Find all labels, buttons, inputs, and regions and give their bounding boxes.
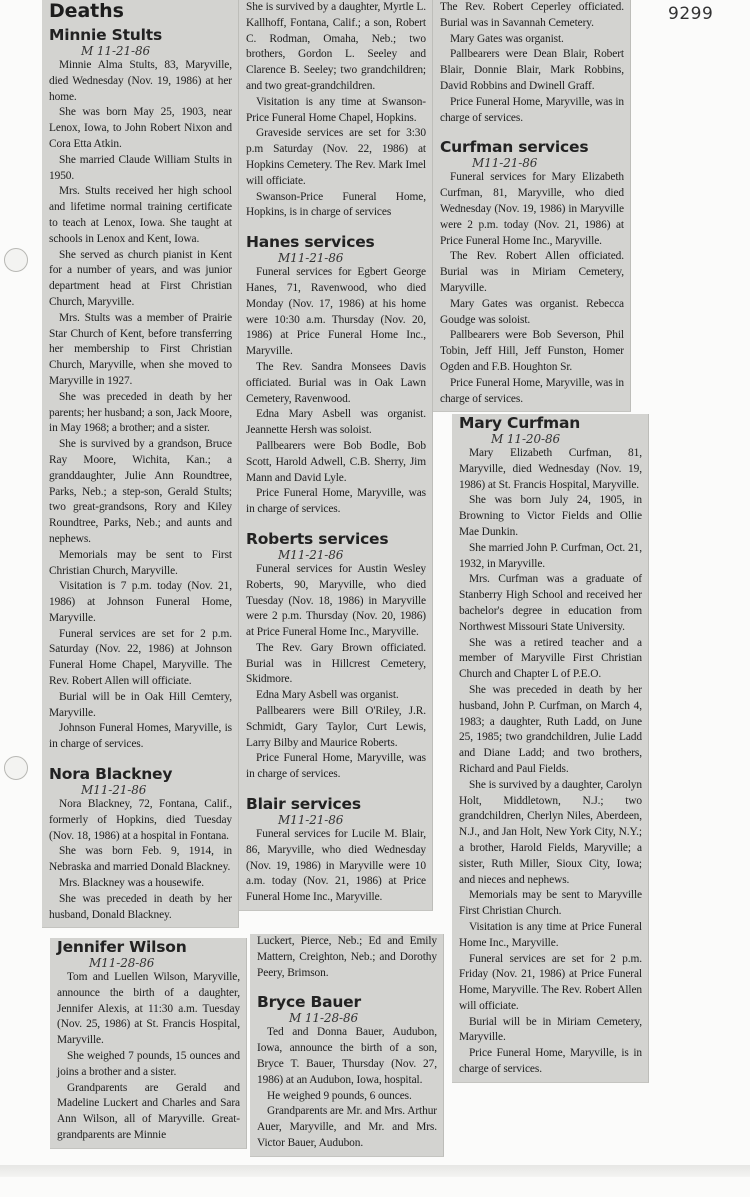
article-paragraph: Memorials may be sent to Maryville First Christian Church. (459, 889, 642, 918)
article (257, 934, 437, 981)
clipping-deaths-column-3 (433, 0, 631, 412)
article-paragraph: Grandparents are Gerald and Madeline Luckert and Charles and Sara Ann Wilson, all of Maryville. Great-grandparents are Minnie (57, 1081, 240, 1141)
article (246, 0, 426, 221)
article-paragraph: She is survived by a daughter, Myrtle L. Kallhoff, Fontana, Calif.; a son, Robert C. Rodman, Omaha, Neb.; two brothers, Gordon L. Seeley and Clarence B. Seeley; two grandchildren; and two great-grandchildren. (246, 1, 426, 92)
article (459, 414, 642, 1078)
article-paragraph: Mrs. Stults received her high school and lifetime normal training certificate to teach at Lenox, Iowa. She taught at schools in Lenox and Kent, Iowa. (49, 185, 232, 245)
article-heading: Nora Blackney (49, 765, 173, 784)
article-paragraph: She was born Feb. 9, 1914, in Nebraska and married Donald Blackney. (49, 845, 232, 874)
article-paragraph: She was born May 25, 1903, near Lenox, Iowa, to John Robert Nixon and Cora Etta Atkin. (49, 106, 232, 150)
clipping-bryce-bauer (250, 934, 444, 1157)
article-paragraph: Graveside services are set for 3:30 p.m Saturday (Nov. 22, 1986) at Hopkins Cemetery. The Rev. Mark Imel will officiate. (246, 127, 426, 187)
handwritten-date-note: M11-21-86 (278, 813, 344, 828)
handwritten-date-note: M 11-21-86 (81, 44, 151, 58)
article-paragraph: Price Funeral Home, Maryville, was in charge of services. (246, 487, 426, 516)
article-heading: Roberts services (246, 529, 389, 548)
article-paragraph: Swanson-Price Funeral Home, Hopkins, is in charge of services (246, 190, 426, 219)
article-heading: Minnie Stults (49, 26, 162, 44)
article-paragraph: Johnson Funeral Homes, Maryville, is in charge of services. (49, 722, 232, 751)
article-paragraph: She married Claude William Stults in 1950. (49, 153, 232, 182)
handwritten-date-note: M11-21-86 (472, 156, 538, 171)
article-paragraph: She married John P. Curfman, Oct. 21, 1932, in Maryville. (459, 541, 642, 570)
binder-hole-bottom (4, 756, 28, 780)
article-paragraph: Tom and Luellen Wilson, Maryville, announce the birth of a daughter, Jennifer Alexis, at 11:30 a.m. Tuesday (Nov. 25, 1986) at St. Francis Hospital, Maryville. (57, 971, 240, 1047)
article (57, 938, 240, 1144)
handwritten-date-note: M11-21-86 (278, 547, 344, 562)
article-paragraph: Luckert, Pierce, Neb.; Ed and Emily Mattern, Creighton, Neb.; and Dorothy Peery, Brimson. (257, 935, 437, 979)
article-heading: Blair services (246, 795, 361, 814)
article-heading: Mary Curfman (459, 414, 581, 432)
article (246, 530, 426, 783)
article-paragraph: Grandparents are Mr. and Mrs. Arthur Auer, Maryville, and Mr. and Mrs. Victor Bauer, Audubon. (257, 1105, 437, 1149)
article-paragraph: Burial will be in Oak Hill Cemtery, Maryville. (49, 690, 232, 719)
article-paragraph: Minnie Alma Stults, 83, Maryville, died Wednesday (Nov. 19, 1986) at her home. (49, 59, 232, 103)
binder-hole-top (4, 248, 28, 272)
article-paragraph: Visitation is any time at Swanson-Price Funeral Home Chapel, Hopkins. (246, 95, 426, 124)
article-paragraph: Funeral services for Lucile M. Blair, 86, Maryville, who died Wednesday (Nov. 19, 1986) in Maryville were 10 a.m. today (Nov. 21, 1986) at Price Funeral Home Inc., Maryville. (246, 828, 426, 904)
article-paragraph: She served as church pianist in Kent for a number of years, and was junior department head at First Christian Church, Maryville. (49, 248, 232, 308)
clipping-jennifer-wilson (50, 938, 247, 1149)
section-title: Deaths (49, 0, 124, 22)
article-paragraph: She is survived by a daughter, Carolyn Holt, Middletown, N.J.; two grandchildren, Cherlyn Niles, Aberdeen, N.J., and Jan Holt, New York City, N.Y.; a brother, Harold Fields, Maryville; a sister, Ruth Miller, Sioux City, Iowa; and nieces and nephews. (459, 778, 642, 886)
article-heading: Hanes services (246, 233, 375, 252)
article-paragraph: Funeral services are set for 2 p.m. Friday (Nov. 21, 1986) at Price Funeral Home, Maryville. The Rev. Robert Allen will officiate. (459, 952, 642, 1012)
article-paragraph: Mary Gates was organist. (450, 32, 564, 45)
article-paragraph: He weighed 9 pounds, 6 ounces. (267, 1089, 412, 1102)
article-paragraph: Funeral services for Egbert George Hanes, 71, Ravenwood, who died Monday (Nov. 17, 1986) at his home were 10:30 a.m. Thursday (Nov. 20, 1986) at Price Funeral Home Inc., Maryville. (246, 266, 426, 358)
clipping-deaths-column-1 (42, 0, 239, 928)
article-heading: Curfman services (440, 138, 589, 157)
article-paragraph: Mrs. Blackney was a housewife. (59, 877, 205, 890)
article-paragraph: Pallbearers were Bob Severson, Phil Tobin, Jeff Hill, Jeff Funston, Homer Ogden and F.B. Houghton Sr. (440, 329, 624, 373)
article (246, 233, 426, 518)
article (49, 765, 232, 923)
article (246, 795, 426, 906)
handwritten-page-number: 9299 (668, 4, 714, 24)
article-paragraph: Edna Mary Asbell was organist. Jeannette Hersh was soloist. (246, 408, 426, 437)
article (257, 993, 437, 1151)
handwritten-date-note: M 11-20-86 (491, 432, 561, 446)
handwritten-date-note: M11-21-86 (81, 783, 147, 798)
article-paragraph: Edna Mary Asbell was organist. (256, 689, 399, 702)
article-paragraph: Mrs. Stults was a member of Prairie Star Church of Kent, before transferring her membership to First Christian Church, Maryville, when she moved to Maryville in 1927. (49, 311, 232, 387)
article-paragraph: Visitation is any time at Price Funeral Home Inc., Maryville. (459, 920, 642, 949)
article-paragraph: Pallbearers were Bill O'Riley, J.R. Schmidt, Gary Taylor, Curt Lewis, Larry Bilby and Maurice Roberts. (246, 705, 426, 749)
article-paragraph: The Rev. Sandra Monsees Davis officiated. Burial was in Oak Lawn Cemetery, Ravenwood. (246, 360, 426, 405)
article-paragraph: She was born July 24, 1905, in Browning to Victor Fields and Ollie Mae Dunkin. (459, 494, 642, 538)
article-paragraph: She was preceded in death by her husband, John P. Curfman, on March 4, 1983; a daughter, Ruth Ladd, on June 25, 1985; two grandchildren, Julie Ladd and Diane Ladd; and two brothers, Richard and Paul Fields. (459, 683, 642, 775)
article-paragraph: Price Funeral Home, Maryville, was in charge of services. (246, 752, 426, 781)
article-paragraph: Price Funeral Home, Maryville, was in charge of services. (440, 95, 624, 124)
article-paragraph: Ted and Donna Bauer, Audubon, Iowa, announce the birth of a son, Bryce T. Bauer, Thursday (Nov. 27, 1986) at an Audubon, Iowa, hospital. (257, 1026, 437, 1086)
article-paragraph: The Rev. Robert Allen officiated. Burial was in Miriam Cemetery, Maryville. (440, 250, 624, 294)
article (440, 138, 624, 407)
article-paragraph: Pallbearers were Dean Blair, Robert Blair, Donnie Blair, Mark Robbins, David Robbins and Dwinell Graff. (440, 48, 624, 92)
handwritten-date-note: M11-28-86 (89, 956, 155, 970)
article-paragraph: The Rev. Robert Ceperley officiated. Burial was in Savannah Cemetery. (440, 1, 624, 29)
article-paragraph: She is survived by a grandson, Bruce Ray Moore, Wichita, Kan.; a granddaughter, Julie Ann Roundtree, Parks, Neb.; a step-son, Gerald Stults; two great-grandsons, Rory and Kiley Roundtree, Parks, Neb.; and aunts and nephews. (49, 438, 232, 545)
article-paragraph: Price Funeral Home, Maryville, is in charge of services. (459, 1047, 642, 1076)
handwritten-date-note: M 11-28-86 (289, 1011, 359, 1026)
article-paragraph: Mary Gates was organist. Rebecca Goudge was soloist. (440, 297, 624, 326)
article-paragraph: She weighed 7 pounds, 15 ounces and joins a brother and a sister. (57, 1049, 240, 1078)
article-heading: Bryce Bauer (257, 993, 361, 1012)
article-paragraph: Burial will be in Miriam Cemetery, Maryville. (459, 1015, 642, 1044)
article-paragraph: Funeral services for Austin Wesley Roberts, 90, Maryville, who died Tuesday (Nov. 18, 1986) in Maryville were 2 p.m. Thursday (Nov. 20, 1986) at Price Funeral Home Inc., Maryville. (246, 562, 426, 639)
handwritten-date-note: M11-21-86 (278, 251, 344, 266)
scan-edge (0, 1165, 750, 1177)
article-paragraph: The Rev. Gary Brown officiated. Burial was in Hillcrest Cemetery, Skidmore. (246, 641, 426, 686)
article-paragraph: She was preceded in death by her husband, Donald Blackney. (49, 892, 232, 921)
article-paragraph: Mary Elizabeth Curfman, 81, Maryville, died Wednesday (Nov. 19, 1986) at St. Francis Hospital, Maryville. (459, 447, 642, 491)
clipping-mary-curfman (452, 414, 649, 1083)
article-paragraph: Nora Blackney, 72, Fontana, Calif., formerly of Hopkins, died Tuesday (Nov. 18, 1986) at a hospital in Fontana. (49, 798, 232, 842)
article-paragraph: She was a retired teacher and a member of Maryville First Christian Church and Chapter L of P.E.O. (459, 636, 642, 681)
article-paragraph: Pallbearers were Bob Bodle, Bob Scott, Harold Adwell, C.B. Sherry, Jim Mann and David Lyle. (246, 439, 426, 484)
article (440, 0, 624, 126)
article-paragraph: Memorials may be sent to First Christian Church, Maryville. (49, 548, 232, 577)
article-paragraph: Visitation is 7 p.m. today (Nov. 21, 1986) at Johnson Funeral Home, Maryville. (49, 580, 232, 624)
article-paragraph: Mrs. Curfman was a graduate of Stanberry High School and received her bachelor's degree in education from Northwest Missouri State University. (459, 573, 642, 633)
article-paragraph: She was preceded in death by her parents; her husband; a son, Jack Moore, in May 1968; a brother; and a sister. (49, 390, 232, 435)
article-paragraph: Funeral services for Mary Elizabeth Curfman, 81, Maryville, who died Wednesday (Nov. 19, 1986) in Maryville were 2 p.m. today (Nov. 21, 1986) at Price Funeral Home Inc., Maryville. (440, 171, 624, 247)
article-paragraph: Funeral services are set for 2 p.m. Saturday (Nov. 22, 1986) at Johnson Funeral Home Chapel, Maryville. The Rev. Robert Allen will officiate. (49, 627, 232, 688)
article-paragraph: Price Funeral Home, Maryville, was in charge of services. (440, 376, 624, 405)
clipping-deaths-column-2 (239, 0, 433, 911)
article (49, 26, 232, 753)
article-heading: Jennifer Wilson (57, 938, 187, 956)
